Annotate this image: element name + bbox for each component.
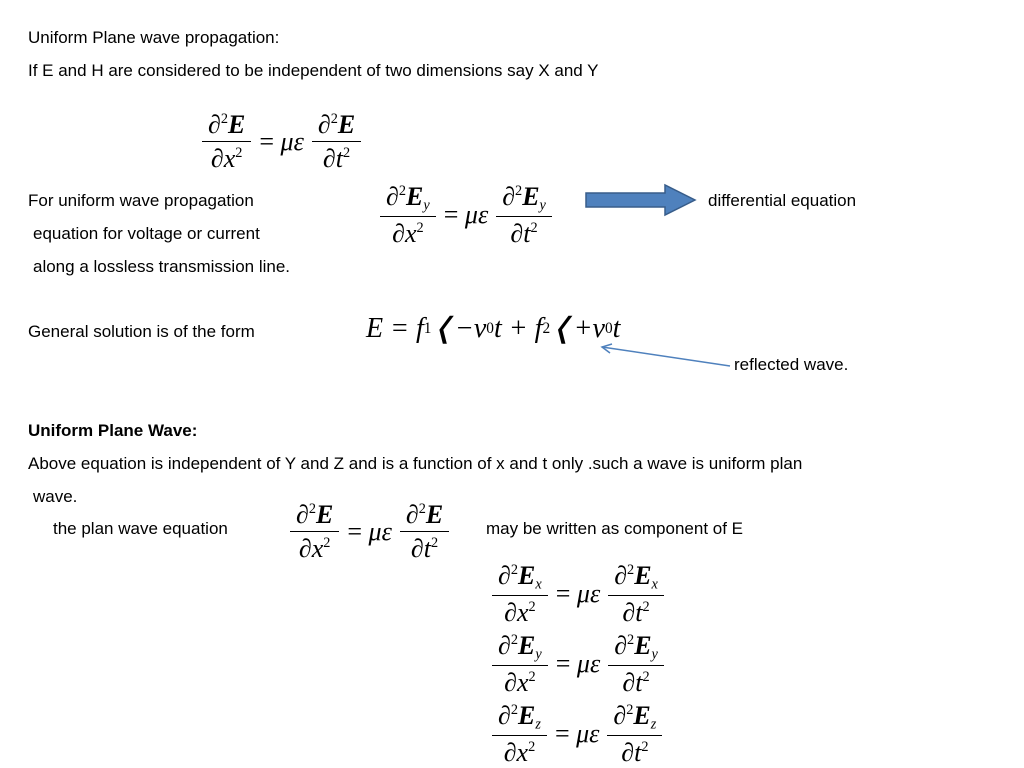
right-arrow-icon: [585, 183, 697, 217]
wave-text: wave.: [33, 487, 78, 506]
above-text: Above equation is independent of Y and Z and is a function of x and t only .such a wave is uniform plan: [28, 454, 803, 473]
wave-equation-ez: $\frac{\partial^2E_z}{\partial x^2}$ = με $\frac{\partial^2E_z}{\partial t^2}$: [488, 703, 666, 766]
general-solution-equation: E = f 1 ❬−v 0 t + f 2 ❬+v 0 t: [366, 313, 621, 344]
differential-equation-label: differential equation: [708, 191, 857, 210]
section-heading: Uniform Plane Wave:: [28, 421, 198, 440]
uniform-text-1: For uniform wave propagation: [28, 191, 254, 210]
uniform-text-2: equation for voltage or current: [33, 224, 260, 243]
wave-equation-inline: $\frac{\partial^2E}{\partial x^2}$ = με $\frac{\partial^2E}{\partial t^2}$: [286, 502, 453, 562]
reflected-pointer-icon: [598, 340, 733, 374]
wave-equation-ey: $\frac{\partial^2E_y}{\partial x^2}$ = με $\frac{\partial^2E_y}{\partial t^2}$: [488, 633, 668, 696]
wave-equation-ey-top: $\frac{\partial^2E_y}{\partial x^2}$ = με $\frac{\partial^2E_y}{\partial t^2}$: [376, 184, 556, 247]
wave-equation-1: $\frac{\partial^2E}{\partial x^2}$ = με $\frac{\partial^2E}{\partial t^2}$: [198, 112, 365, 172]
intro-text: If E and H are considered to be independent of two dimensions say X and Y: [28, 61, 599, 80]
reflected-wave-label: reflected wave.: [734, 355, 849, 374]
component-text: may be written as component of E: [486, 519, 744, 538]
wave-equation-ex: $\frac{\partial^2E_x}{\partial x^2}$ = με $\frac{\partial^2E_x}{\partial t^2}$: [488, 563, 668, 626]
plan-wave-text: the plan wave equation: [53, 519, 228, 538]
uniform-text-3: along a lossless transmission line.: [33, 257, 291, 276]
slide-title: Uniform Plane wave propagation:: [28, 28, 280, 47]
general-solution-text: General solution is of the form: [28, 322, 255, 341]
